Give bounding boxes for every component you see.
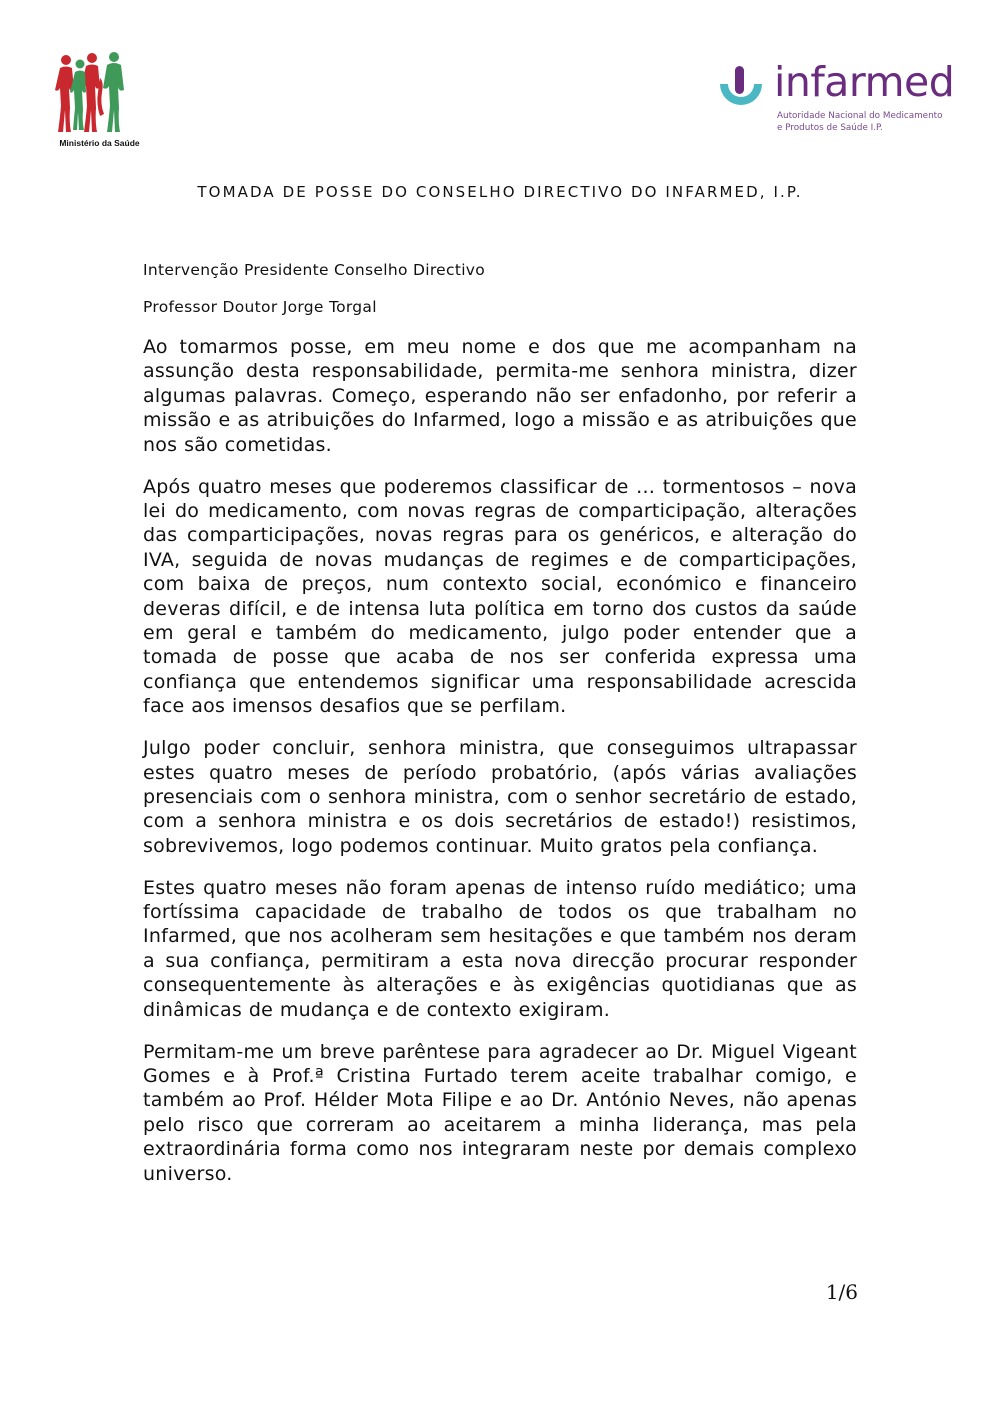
body-paragraph-3: Julgo poder concluir, senhora ministra, que conseguimos ultrapassar estes quatro meses de período probatório, (após várias avaliações presenciais com o senhora ministra, com o senhor secretário de estado, com a senhora ministra e os dois secretários de estado!) resistimos, sobrevivemos, logo podemos continuar. Muito gratos pela confiança. <box>143 737 857 857</box>
author-line: Professor Doutor Jorge Torgal <box>143 298 377 316</box>
infarmed-subtitle-line-2: e Produtos de Saúde I.P. <box>777 122 883 133</box>
infarmed-logo <box>712 58 955 142</box>
ministerio-saude-logo <box>52 48 152 152</box>
ministerio-saude-caption: Ministério da Saúde <box>59 138 140 148</box>
infarmed-emblem-icon <box>714 64 768 118</box>
infarmed-subtitle <box>777 111 943 134</box>
infarmed-subtitle-line-1: Autoridade Nacional do Medicamento <box>777 111 943 121</box>
infarmed-wordmark: infarmed <box>774 58 955 106</box>
intervention-subtitle: Intervenção Presidente Conselho Directivo <box>143 261 486 279</box>
body-paragraph-2: Após quatro meses que poderemos classificar de … tormentosos – nova lei do medicamento, com novas regras de comparticipação, alterações das comparticipações, novas regras para os genéricos, e alteração do IVA, seguida de novas mudanças de regimes e de comparticipações, com baixa de preços, num contexto social, económico e financeiro deveras difícil, e de intensa luta política em torno dos custos da saúde em geral e também do medicamento, julgo poder entender que a tomada de posse que acaba de nos ser conferida expressa uma confiança que entendemos significar uma responsabilidade acrescida face aos imensos desafios que se perfilam. <box>143 475 857 718</box>
page-number: 1/6 <box>825 1280 858 1304</box>
body-paragraph-1: Ao tomarmos posse, em meu nome e dos que me acompanham na assunção desta responsabilidade, permita-me senhora ministra, dizer algumas palavras. Começo, esperando não ser enfadonho, por referir a missão e as atribuições do Infarmed, logo a missão e as atribuições que nos são cometidas. <box>143 336 857 456</box>
ministerio-saude-emblem-icon <box>52 48 142 138</box>
document-body <box>143 335 857 1204</box>
body-paragraph-5: Permitam-me um breve parêntese para agradecer ao Dr. Miguel Vigeant Gomes e à Prof.ª Cristina Furtado terem aceite trabalhar comigo, e também ao Prof. Hélder Mota Filipe e ao Dr. António Neves, não apenas pelo risco que correram ao aceitarem a minha liderança, mas pela extraordinária forma como nos integraram neste por demais complexo universo. <box>143 1040 857 1185</box>
body-paragraph-4: Estes quatro meses não foram apenas de intenso ruído mediático; uma fortíssima capacidade de trabalho de todos os que trabalham no Infarmed, que nos acolheram sem hesitações e que também nos deram a sua confiança, permitiram a esta nova direcção procurar responder consequentemente às alterações e às exigências quotidianas que as dinâmicas de mudança e de contexto exigiram. <box>143 876 857 1021</box>
document-title: TOMADA DE POSSE DO CONSELHO DIRECTIVO DO INFARMED, I.P. <box>197 183 803 201</box>
